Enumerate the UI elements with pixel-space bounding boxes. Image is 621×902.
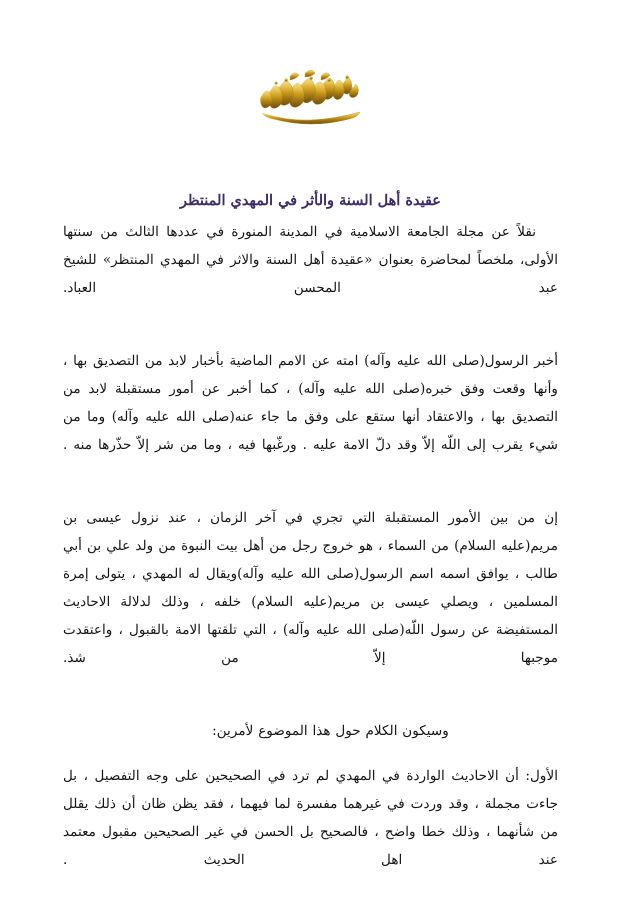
page-title: عقيدة أهل السنة والأثر في المهدي المنتظر [180,191,441,209]
basmala-calligraphy-block [0,62,621,134]
paragraph-two-matters-lead: وسيكون الكلام حول هذا الموضوع لأمرين: [212,723,449,739]
paragraph-intro-prophet-reports: أخبر الرسول(صلى الله عليه وآله) امته عن الامم الماضية بأخبار لابد من التصديق بها ، وأنها وقعت وفق خبره(صلى الله عليه وآله) ، كما أخبر عن أمور مستقبلة لابد من التصديق بها ، والاعتقاد أنها ستقع على وفق ما جاء عنه(صلى الله عليه وآله) وما من شيء يقرب إلى اللّه إلاّ وقد دلّ الامة عليه . ورغّبها فيه ، وما من شر إلاّ حذّرها منه . [63,353,558,453]
paragraph-first-matter: الأول: أن الاحاديث الواردة في المهدي لم ترد في الصحيحين على وجه التفصيل ، بل جاءت مجملة ، وقد وردت في غيرهما مفسرة لما فيهما ، فقد يظن ظان أن ذلك يقلل من شأنهما ، وذلك خطا واضح ، فالصحيح بل الحسن في غير الصحيحين مقبول معتمد عند اهل الحديث . [63,768,558,868]
document-body [63,218,558,902]
paragraph-source-note: نقلاً عن مجلة الجامعة الاسلامية في المدينة المنورة في عددها الثالث من سنتها الأولى، ملخصاً لمحاضرة بعنوان «عقيدة أهل السنة والاثر في المهدي المنتظر» للشيخ عبد المحسن العباد. [63,224,558,296]
basmala-icon [259,67,363,129]
paragraph-mahdi-description: إن من بين الأمور المستقبلة التي تجري في آخر الزمان ، عند نزول عيسى بن مريم(عليه السلام) من السماء ، هو خروج رجل من أهل بيت النبوة من ولد علي بن أبي طالب ، يوافق اسمه اسم الرسول(صلى الله عليه وآله)ويقال له المهدي ، يتولى إمرة المسلمين ، ويصلي عيسى بن مريم(عليه السلام) خلفه ، وذلك لدلالة الاحاديث المستفيضة عن رسول اللّه(صلى الله عليه وآله) ، التي تلقتها الامة بالقبول ، واعتقدت موجبها إلاّ من شذ. [63,510,558,666]
